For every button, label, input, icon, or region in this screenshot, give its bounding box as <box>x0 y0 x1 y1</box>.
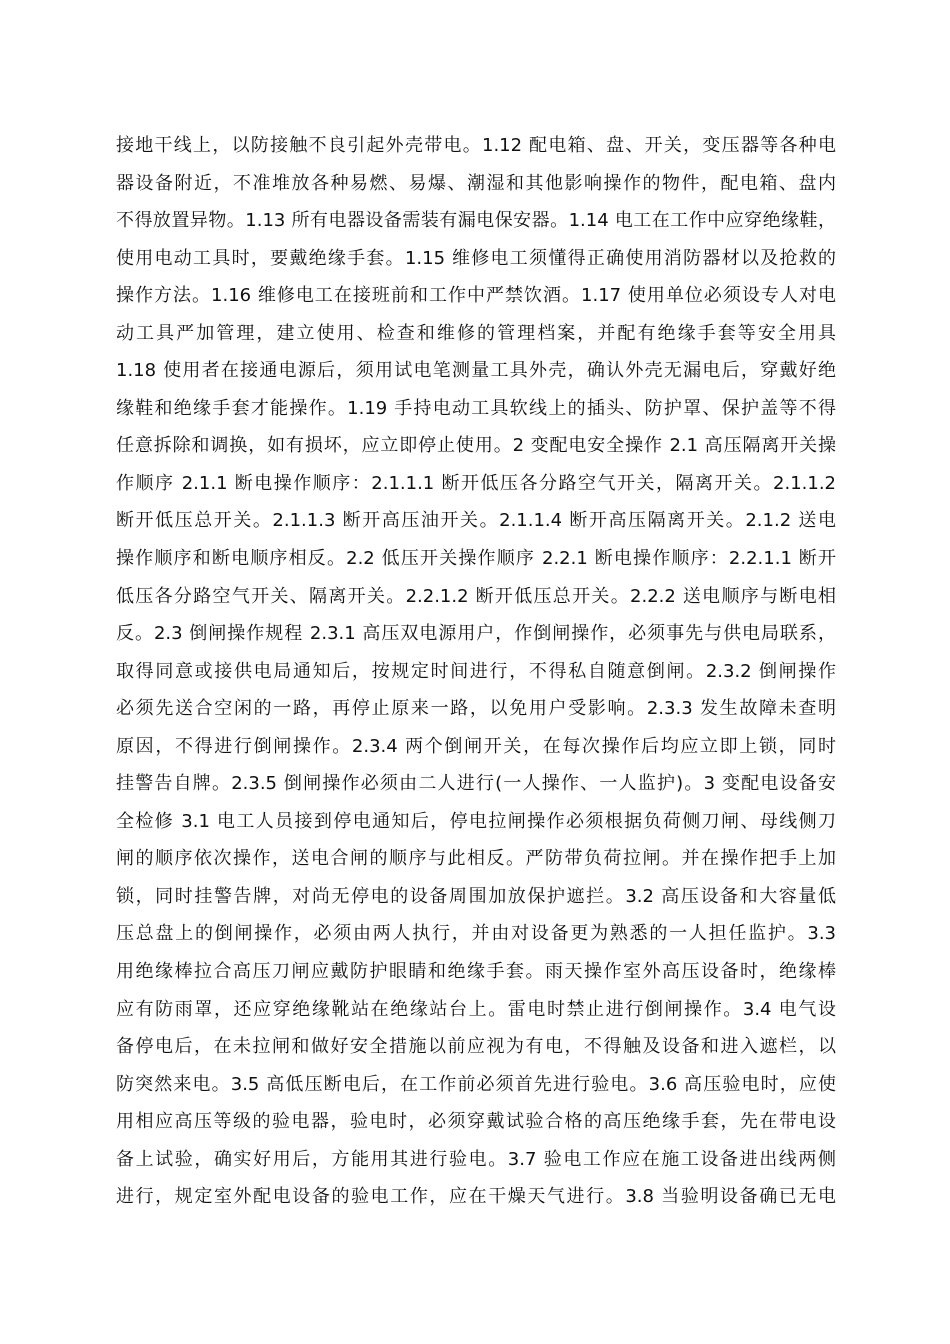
text-line: 低压各分路空气开关、隔离开关。2.2.1.2 断开低压总开关。2.2.2 送电顺序与断电相 <box>116 585 836 607</box>
text-line: 备停电后，在未拉闸和做好安全措施以前应视为有电，不得触及设备和进入遮栏，以 <box>116 1036 836 1058</box>
text-line: 压总盘上的倒闸操作，必须由两人执行，并由对设备更为熟悉的一人担任监护。3.3 <box>116 923 836 945</box>
text-line: 原因，不得进行倒闸操作。2.3.4 两个倒闸开关，在每次操作后均应立即上锁，同时 <box>116 735 836 757</box>
text-line: 防突然来电。3.5 高低压断电后，在工作前必须首先进行验电。3.6 高压验电时，应使 <box>116 1073 836 1095</box>
text-line: 任意拆除和调换，如有损坏，应立即停止使用。2 变配电安全操作 2.1 高压隔离开关操 <box>116 435 836 457</box>
text-line: 不得放置异物。1.13 所有电器设备需装有漏电保安器。1.14 电工在工作中应穿绝缘鞋， <box>116 210 836 232</box>
text-line: 断开低压总开关。2.1.1.3 断开高压油开关。2.1.1.4 断开高压隔离开关。2.1.2 送电 <box>116 510 836 532</box>
text-line: 反。2.3 倒闸操作规程 2.3.1 高压双电源用户，作倒闸操作，必须事先与供电局联系， <box>116 623 836 645</box>
text-line: 全检修 3.1 电工人员接到停电通知后，停电拉闸操作必须根据负荷侧刀闸、母线侧刀 <box>116 810 836 832</box>
text-line: 应有防雨罩，还应穿绝缘靴站在绝缘站台上。雷电时禁止进行倒闸操作。3.4 电气设 <box>116 998 836 1020</box>
text-line: 使用电动工具时，要戴绝缘手套。1.15 维修电工须懂得正确使用消防器材以及抢救的 <box>116 247 836 269</box>
text-line: 操作方法。1.16 维修电工在接班前和工作中严禁饮酒。1.17 使用单位必须设专人对电 <box>116 285 836 307</box>
text-line: 用相应高压等级的验电器，验电时，必须穿戴试验合格的高压绝缘手套，先在带电设 <box>116 1111 836 1133</box>
text-line: 接地干线上，以防接触不良引起外壳带电。1.12 配电箱、盘、开关，变压器等各种电 <box>116 135 836 156</box>
text-line: 1.18 使用者在接通电源后，须用试电笔测量工具外壳，确认外壳无漏电后，穿戴好绝 <box>116 360 836 382</box>
text-line: 备上试验，确实好用后，方能用其进行验电。3.7 验电工作应在施工设备进出线两侧 <box>116 1148 836 1170</box>
text-line: 用绝缘棒拉合高压刀闸应戴防护眼睛和绝缘手套。雨天操作室外高压设备时，绝缘棒 <box>116 961 836 983</box>
text-line: 作顺序 2.1.1 断电操作顺序：2.1.1.1 断开低压各分路空气开关，隔离开关。2.1.1.2 <box>116 472 836 494</box>
text-line: 缘鞋和绝缘手套才能操作。1.19 手持电动工具软线上的插头、防护罩、保护盖等不得 <box>116 397 836 419</box>
text-line: 锁，同时挂警告牌，对尚无停电的设备周围加放保护遮拦。3.2 高压设备和大容量低 <box>116 885 836 907</box>
text-line: 器设备附近，不准堆放各种易燃、易爆、潮湿和其他影响操作的物件，配电箱、盘内 <box>116 172 836 194</box>
text-line: 必须先送合空闲的一路，再停止原来一路，以免用户受影响。2.3.3 发生故障未查明 <box>116 698 836 720</box>
text-line: 闸的顺序依次操作，送电合闸的顺序与此相反。严防带负荷拉闸。并在操作把手上加 <box>116 848 836 870</box>
body-text <box>116 127 836 1216</box>
text-line: 进行，规定室外配电设备的验电工作，应在干燥天气进行。3.8 当验明设备确已无电 <box>116 1186 836 1208</box>
text-line: 挂警告自牌。2.3.5 倒闸操作必须由二人进行(一人操作、一人监护)。3 变配电设备安 <box>116 773 836 795</box>
text-line: 操作顺序和断电顺序相反。2.2 低压开关操作顺序 2.2.1 断电操作顺序：2.2.1.1 断开 <box>116 548 836 570</box>
text-line: 动工具严加管理，建立使用、检查和维修的管理档案，并配有绝缘手套等安全用具 <box>116 322 836 344</box>
text-line: 取得同意或接供电局通知后，按规定时间进行，不得私自随意倒闸。2.3.2 倒闸操作 <box>116 660 836 682</box>
